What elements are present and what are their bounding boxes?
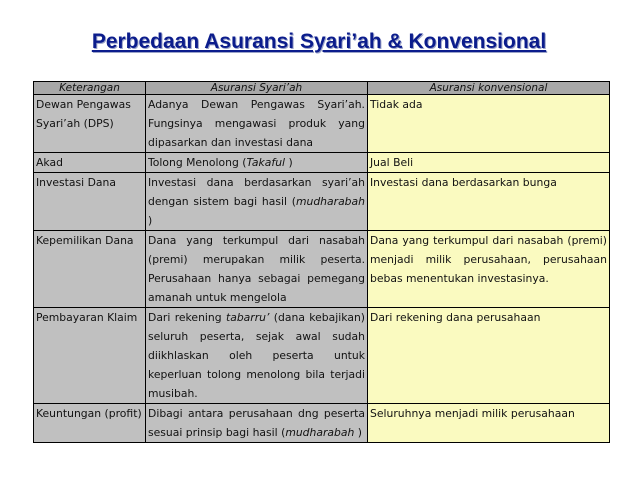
row-label: Kepemilikan Dana — [34, 231, 146, 308]
syariah-text: ) — [148, 214, 153, 227]
konvensional-cell: Tidak ada — [368, 95, 610, 153]
syariah-text: Dibagi antara perusahaan dng peserta sesuai prinsip bagi hasil ( — [148, 407, 365, 439]
header-konvensional: Asuransi konvensional — [368, 82, 610, 95]
syariah-cell — [146, 404, 368, 443]
header-keterangan: Keterangan — [34, 82, 146, 95]
syariah-italic-term: Takaful — [246, 156, 286, 169]
konvensional-cell: Seluruhnya menjadi milik perusahaan — [368, 404, 610, 443]
page-title: Perbedaan Asuransi Syari’ah & Konvensional — [91, 30, 547, 53]
syariah-text: (dana kebajikan) seluruh peserta, sejak awal sudah diikhlaskan oleh peserta untuk keperluan tolong menolong bila terjadi musibah. — [148, 311, 365, 400]
comparison-table — [33, 81, 610, 443]
syariah-text: Investasi dana berdasarkan syari’ah dengan sistem bagi hasil ( — [148, 176, 365, 208]
row-label: Dewan Pengawas Syari’ah (DPS) — [34, 95, 146, 153]
table-row-keuntungan — [34, 404, 610, 443]
header-syariah: Asuransi Syari’ah — [146, 82, 368, 95]
konvensional-cell: Dana yang terkumpul dari nasabah (premi) menjadi milik perusahaan, perusahaan bebas menentukan investasinya. — [368, 231, 610, 308]
syariah-text: ) — [354, 426, 363, 439]
syariah-cell — [146, 308, 368, 404]
table-header-row — [34, 82, 610, 95]
row-label: Akad — [34, 153, 146, 173]
syariah-text: Dari rekening — [148, 311, 226, 324]
table-row-kepemilikan — [34, 231, 610, 308]
row-label: Keuntungan (profit) — [34, 404, 146, 443]
syariah-cell — [146, 153, 368, 173]
syariah-text: Tolong Menolong ( — [148, 156, 247, 169]
row-label: Investasi Dana — [34, 173, 146, 231]
syariah-cell: Adanya Dewan Pengawas Syari’ah. Fungsinya mengawasi produk yang dipasarkan dan investasi dana — [146, 95, 368, 153]
table-row-dps — [34, 95, 610, 153]
konvensional-cell: Jual Beli — [368, 153, 610, 173]
table-row-akad — [34, 153, 610, 173]
konvensional-cell: Dari rekening dana perusahaan — [368, 308, 610, 404]
syariah-italic-term: tabarru’ — [225, 311, 270, 324]
table-row-klaim — [34, 308, 610, 404]
syariah-cell — [146, 173, 368, 231]
row-label: Pembayaran Klaim — [34, 308, 146, 404]
konvensional-cell: Investasi dana berdasarkan bunga — [368, 173, 610, 231]
syariah-text: ) — [285, 156, 293, 169]
syariah-italic-term: mudharabah — [285, 426, 355, 439]
table-row-investasi — [34, 173, 610, 231]
syariah-cell: Dana yang terkumpul dari nasabah (premi) merupakan milik peserta. Perusahaan hanya sebagai pemegang amanah untuk mengelola — [146, 231, 368, 308]
syariah-italic-term: mudharabah — [295, 195, 365, 208]
